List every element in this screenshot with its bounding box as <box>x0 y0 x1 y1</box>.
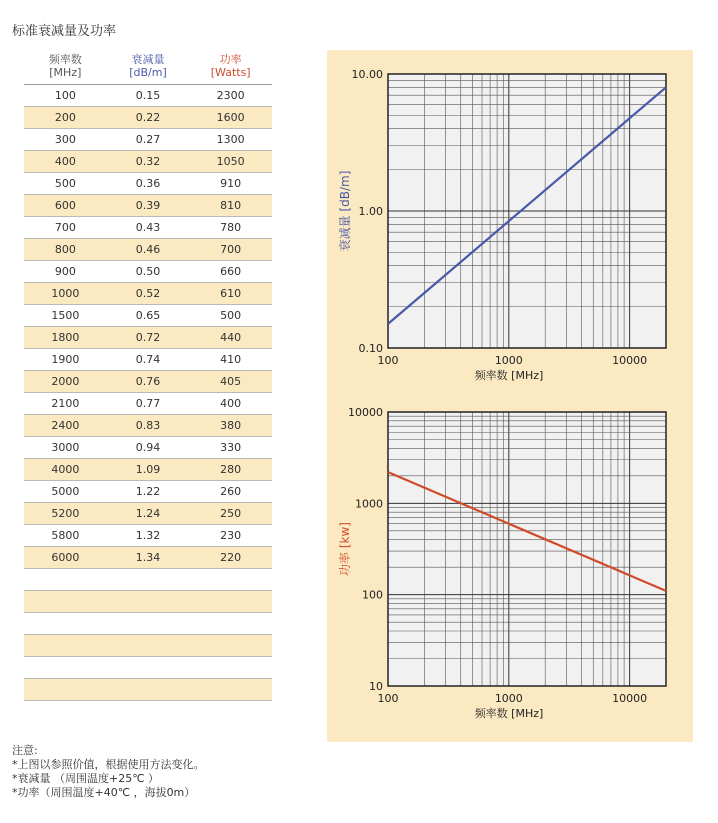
cell-frequency: 5000 <box>51 485 80 498</box>
cell-attenuation: 0.83 <box>135 419 161 432</box>
cell-attenuation: 1.34 <box>135 551 161 564</box>
cell-attenuation: 0.46 <box>135 243 161 256</box>
table-row <box>24 327 272 349</box>
cell-frequency: 5800 <box>51 529 80 542</box>
table-header <box>24 50 272 85</box>
power-x-tick-label: 10000 <box>612 692 648 705</box>
table-row <box>24 393 272 415</box>
power-x-tick-label: 1000 <box>494 692 523 705</box>
table-row <box>24 459 272 481</box>
header-attenuation-label: 衰减量 <box>131 53 165 66</box>
cell-attenuation: 0.27 <box>135 133 161 146</box>
cell-power: 910 <box>220 177 242 190</box>
table-row <box>24 151 272 173</box>
cell-frequency: 400 <box>54 155 76 168</box>
cell-power: 400 <box>220 397 242 410</box>
cell-frequency: 1800 <box>51 331 80 344</box>
notes-heading: 注意: <box>12 744 38 757</box>
table-row <box>24 261 272 283</box>
table-row <box>24 679 272 701</box>
cell-attenuation: 1.22 <box>135 485 161 498</box>
chart-panel <box>327 50 693 742</box>
cell-attenuation: 1.24 <box>135 507 161 520</box>
table-row <box>24 481 272 503</box>
cell-frequency: 5200 <box>51 507 80 520</box>
cell-power: 440 <box>220 331 242 344</box>
cell-power: 250 <box>220 507 242 520</box>
spec-table <box>24 50 272 701</box>
power-y-axis-title: 功率 [kw] <box>338 522 352 576</box>
cell-power: 380 <box>220 419 242 432</box>
cell-power: 230 <box>220 529 242 542</box>
cell-attenuation: 0.77 <box>135 397 161 410</box>
table-row <box>24 173 272 195</box>
cell-attenuation: 0.22 <box>135 111 161 124</box>
table-row <box>24 107 272 129</box>
header-attenuation <box>107 50 190 84</box>
cell-power: 700 <box>220 243 242 256</box>
table-row <box>24 371 272 393</box>
header-frequency-unit: [MHz] <box>49 66 82 79</box>
cell-attenuation: 0.36 <box>135 177 161 190</box>
table-row <box>24 437 272 459</box>
table-row <box>24 547 272 569</box>
charts-svg <box>327 50 693 742</box>
cell-power: 1300 <box>216 133 245 146</box>
cell-attenuation: 0.94 <box>135 441 161 454</box>
cell-frequency: 100 <box>54 89 76 102</box>
cell-power: 660 <box>220 265 242 278</box>
cell-frequency: 300 <box>54 133 76 146</box>
notes <box>12 744 205 800</box>
cell-power: 1600 <box>216 111 245 124</box>
cell-frequency: 200 <box>54 111 76 124</box>
table-body <box>24 85 272 701</box>
cell-attenuation: 0.39 <box>135 199 161 212</box>
table-row <box>24 657 272 679</box>
table-row <box>24 349 272 371</box>
attenuation-y-tick-label: 0.10 <box>358 342 383 355</box>
cell-power: 405 <box>220 375 242 388</box>
cell-power: 220 <box>220 551 242 564</box>
table-row <box>24 635 272 657</box>
note-line-3: *功率（周围温度+40℃ ，海拔0m） <box>12 786 196 799</box>
attenuation-x-tick-label: 100 <box>377 354 399 367</box>
header-power <box>189 50 272 84</box>
cell-frequency: 700 <box>54 221 76 234</box>
attenuation-y-tick-label: 10.00 <box>351 68 383 81</box>
header-frequency <box>24 50 107 84</box>
cell-frequency: 1500 <box>51 309 80 322</box>
cell-attenuation: 0.15 <box>135 89 161 102</box>
cell-attenuation: 0.32 <box>135 155 161 168</box>
power-x-axis-title: 频率数 [MHz] <box>474 707 544 720</box>
cell-power: 610 <box>220 287 242 300</box>
cell-frequency: 3000 <box>51 441 80 454</box>
header-attenuation-unit: [dB/m] <box>129 66 167 79</box>
cell-frequency: 2100 <box>51 397 80 410</box>
cell-frequency: 2000 <box>51 375 80 388</box>
header-power-label: 功率 <box>219 53 242 66</box>
table-row <box>24 217 272 239</box>
power-y-tick-label: 10 <box>369 680 383 693</box>
cell-attenuation: 1.09 <box>135 463 161 476</box>
cell-attenuation: 0.72 <box>135 331 161 344</box>
attenuation-y-axis-title: 衰减量 [dB/m] <box>338 170 352 252</box>
cell-power: 810 <box>220 199 242 212</box>
cell-frequency: 6000 <box>51 551 80 564</box>
power-x-tick-label: 100 <box>377 692 399 705</box>
cell-frequency: 2400 <box>51 419 80 432</box>
table-row <box>24 591 272 613</box>
table-row <box>24 613 272 635</box>
table-row <box>24 239 272 261</box>
cell-frequency: 1900 <box>51 353 80 366</box>
note-line-2: *衰减量 （周围温度+25℃ ） <box>12 772 160 785</box>
power-y-tick-label: 1000 <box>355 497 383 511</box>
cell-power: 500 <box>220 309 242 322</box>
header-power-unit: [Watts] <box>210 66 251 79</box>
table-row <box>24 503 272 525</box>
table-row <box>24 283 272 305</box>
table-row <box>24 85 272 107</box>
table-row <box>24 305 272 327</box>
cell-attenuation: 0.50 <box>135 265 161 278</box>
cell-attenuation: 0.65 <box>135 309 161 322</box>
cell-frequency: 800 <box>54 243 76 256</box>
cell-power: 1050 <box>216 155 245 168</box>
cell-power: 410 <box>220 353 242 366</box>
cell-power: 2300 <box>216 89 245 102</box>
attenuation-x-tick-label: 1000 <box>494 354 523 367</box>
power-y-tick-label: 100 <box>362 588 383 602</box>
cell-frequency: 1000 <box>51 287 80 300</box>
table-row <box>24 129 272 151</box>
cell-frequency: 500 <box>54 177 76 190</box>
cell-attenuation: 0.52 <box>135 287 161 300</box>
page-title: 标准衰减量及功率 <box>12 24 117 39</box>
header-frequency-label: 频率数 <box>48 53 82 66</box>
table-row <box>24 415 272 437</box>
cell-attenuation: 0.74 <box>135 353 161 366</box>
attenuation-x-axis-title: 频率数 [MHz] <box>474 369 544 382</box>
cell-frequency: 4000 <box>51 463 80 476</box>
note-line-1: *上图以参照价值，根据使用方法变化。 <box>12 758 205 771</box>
cell-power: 780 <box>220 221 242 234</box>
cell-attenuation: 0.43 <box>135 221 161 234</box>
cell-frequency: 600 <box>54 199 76 212</box>
cell-attenuation: 1.32 <box>135 529 161 542</box>
attenuation-y-tick-label: 1.00 <box>358 205 383 218</box>
cell-power: 280 <box>220 463 242 476</box>
cell-frequency: 900 <box>54 265 76 278</box>
power-y-tick-label: 10000 <box>348 406 383 419</box>
cell-power: 330 <box>220 441 242 454</box>
attenuation-x-tick-label: 10000 <box>612 354 648 367</box>
table-row <box>24 569 272 591</box>
cell-attenuation: 0.76 <box>135 375 161 388</box>
cell-power: 260 <box>220 485 242 498</box>
table-row <box>24 195 272 217</box>
table-row <box>24 525 272 547</box>
